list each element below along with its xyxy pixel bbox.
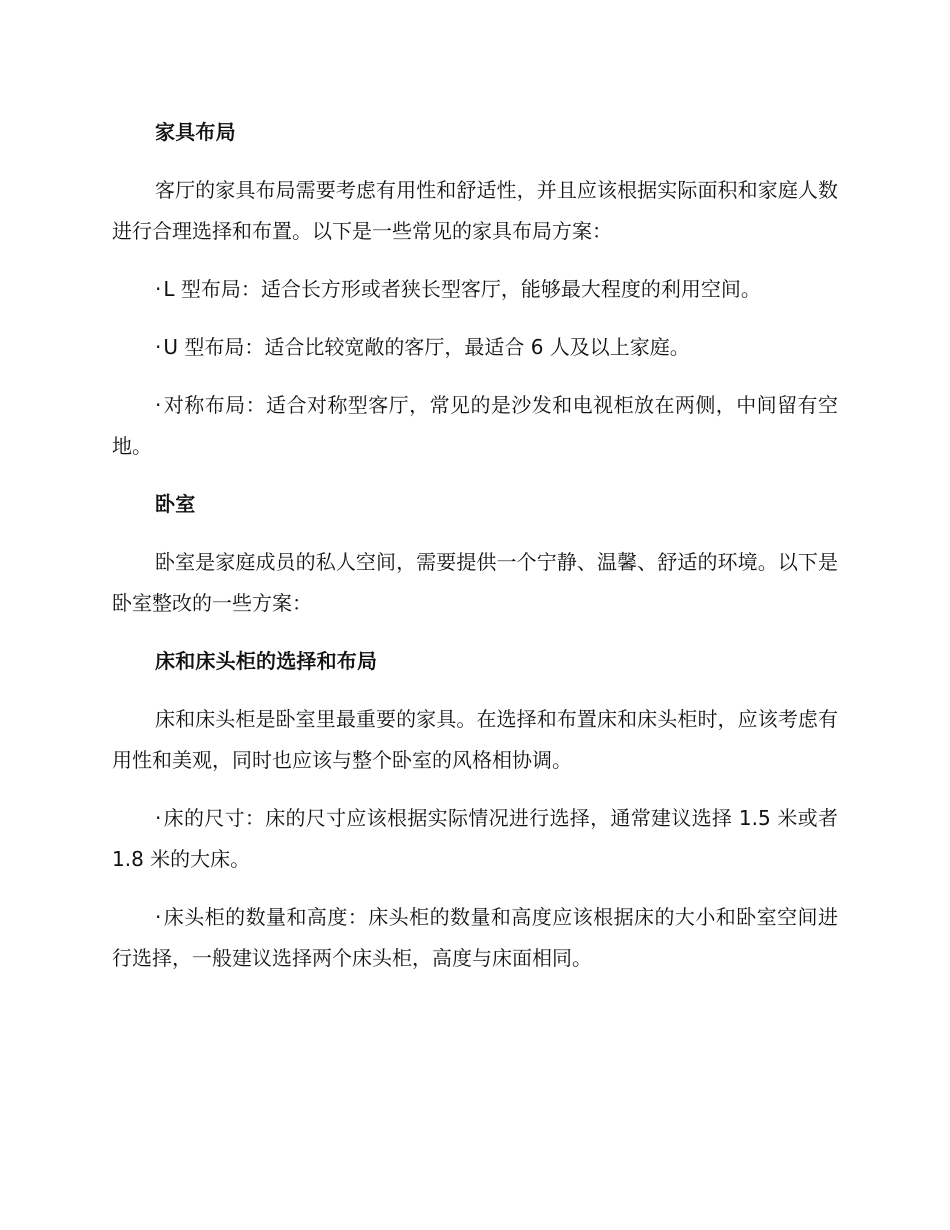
paragraph-bed-and-nightstand-intro: 床和床头柜是卧室里最重要的家具。在选择和布置床和床头柜时，应该考虑有用性和美观，同时也应该与整个卧室的风格相协调。 (112, 707, 838, 772)
bullet-text: 床的尺寸：床的尺寸应该根据实际情况进行选择，通常建议选择 1.5 米或者 1.8 米的大床。 (112, 806, 838, 871)
bullet-dot: · (155, 806, 162, 830)
bullet-item-nightstand-count-height (112, 897, 838, 979)
bullet-text: U 型布局：适合比较宽敞的客厅，最适合 6 人及以上家庭。 (163, 335, 690, 359)
bullet-text: 床头柜的数量和高度：床头柜的数量和高度应该根据床的大小和卧室空间进行选择，一般建议选择两个床头柜，高度与床面相同。 (112, 905, 838, 970)
bullet-text: L 型布局：适合长方形或者狭长型客厅，能够最大程度的利用空间。 (163, 277, 761, 301)
bullet-dot: · (155, 393, 162, 417)
paragraph-bedroom-intro: 卧室是家庭成员的私人空间，需要提供一个宁静、温馨、舒适的环境。以下是卧室整改的一些方案： (112, 550, 838, 615)
paragraph-furniture-layout-intro: 客厅的家具布局需要考虑有用性和舒适性，并且应该根据实际面积和家庭人数进行合理选择和布置。以下是一些常见的家具布局方案： (112, 178, 838, 243)
bullet-item-symmetric-layout (112, 385, 838, 467)
bullet-dot: · (155, 277, 162, 301)
bullet-item-l-layout (112, 269, 838, 310)
bullet-dot: · (155, 905, 162, 929)
section-heading-furniture-layout: 家具布局 (155, 120, 236, 144)
bullet-item-u-layout (112, 327, 838, 368)
bullet-text: 对称布局：适合对称型客厅，常见的是沙发和电视柜放在两侧，中间留有空地。 (112, 393, 838, 458)
bullet-dot: · (155, 335, 162, 359)
section-heading-bed-and-nightstand: 床和床头柜的选择和布局 (155, 649, 378, 673)
section-heading-bedroom: 卧室 (155, 492, 196, 516)
bullet-item-bed-size (112, 798, 838, 880)
